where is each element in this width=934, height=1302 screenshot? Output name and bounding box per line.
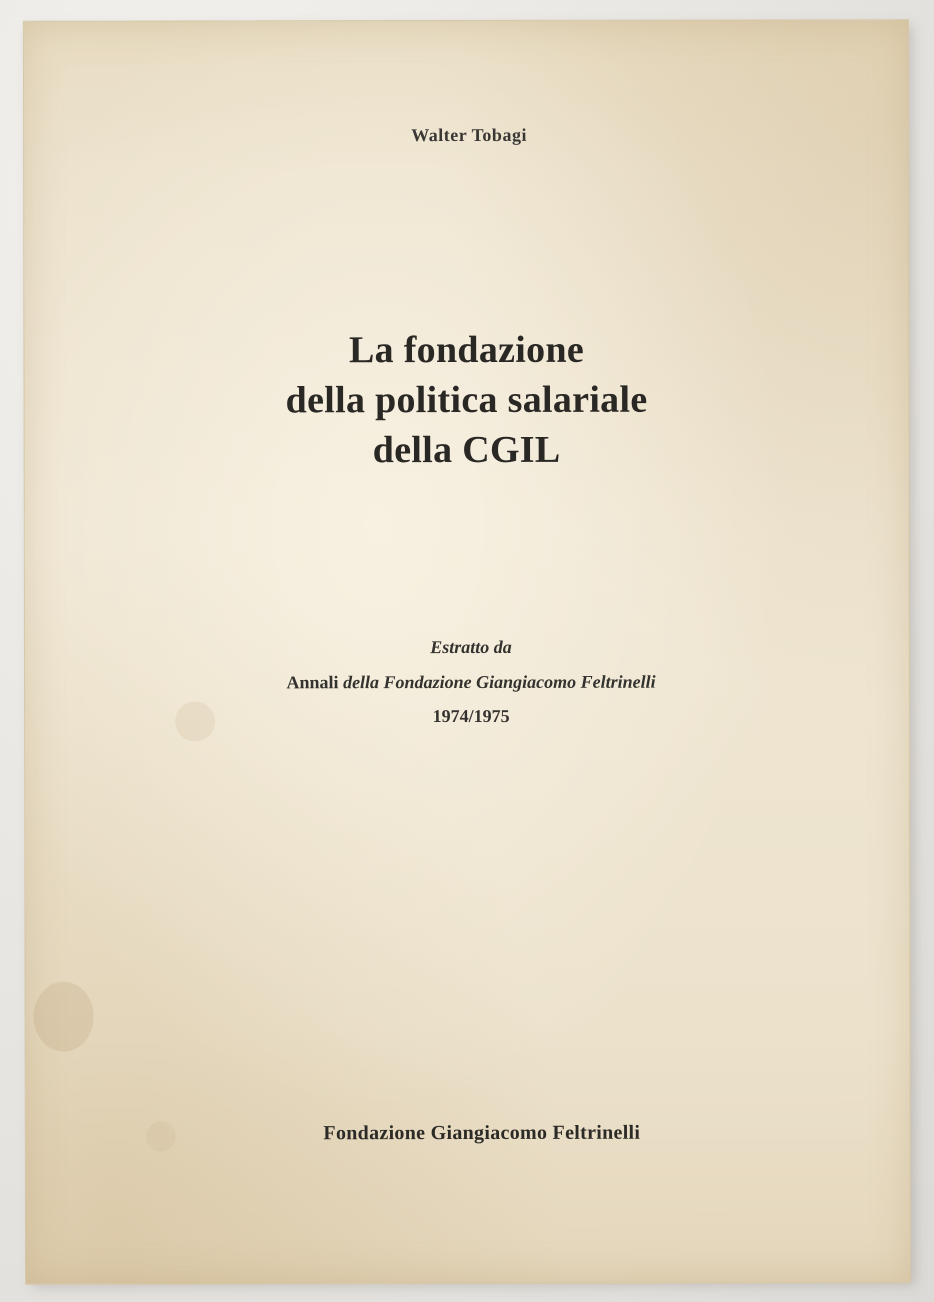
author-name: Walter Tobagi xyxy=(411,124,527,146)
title-line-1: La fondazione xyxy=(348,328,585,372)
title-line-3: della CGIL xyxy=(372,428,561,472)
booklet-cover xyxy=(23,19,911,1285)
source-line xyxy=(29,671,913,694)
source-title: della Fondazione Giangiacomo Feltrinelli xyxy=(343,671,656,693)
paper-stain xyxy=(34,982,94,1052)
extract-label: Estratto da xyxy=(430,636,512,658)
publisher-name: Fondazione Giangiacomo Feltrinelli xyxy=(323,1121,641,1145)
source-prefix: Annali xyxy=(286,672,339,693)
title-line-2: della politica salariale xyxy=(285,378,648,422)
publication-years: 1974/1975 xyxy=(432,705,510,727)
